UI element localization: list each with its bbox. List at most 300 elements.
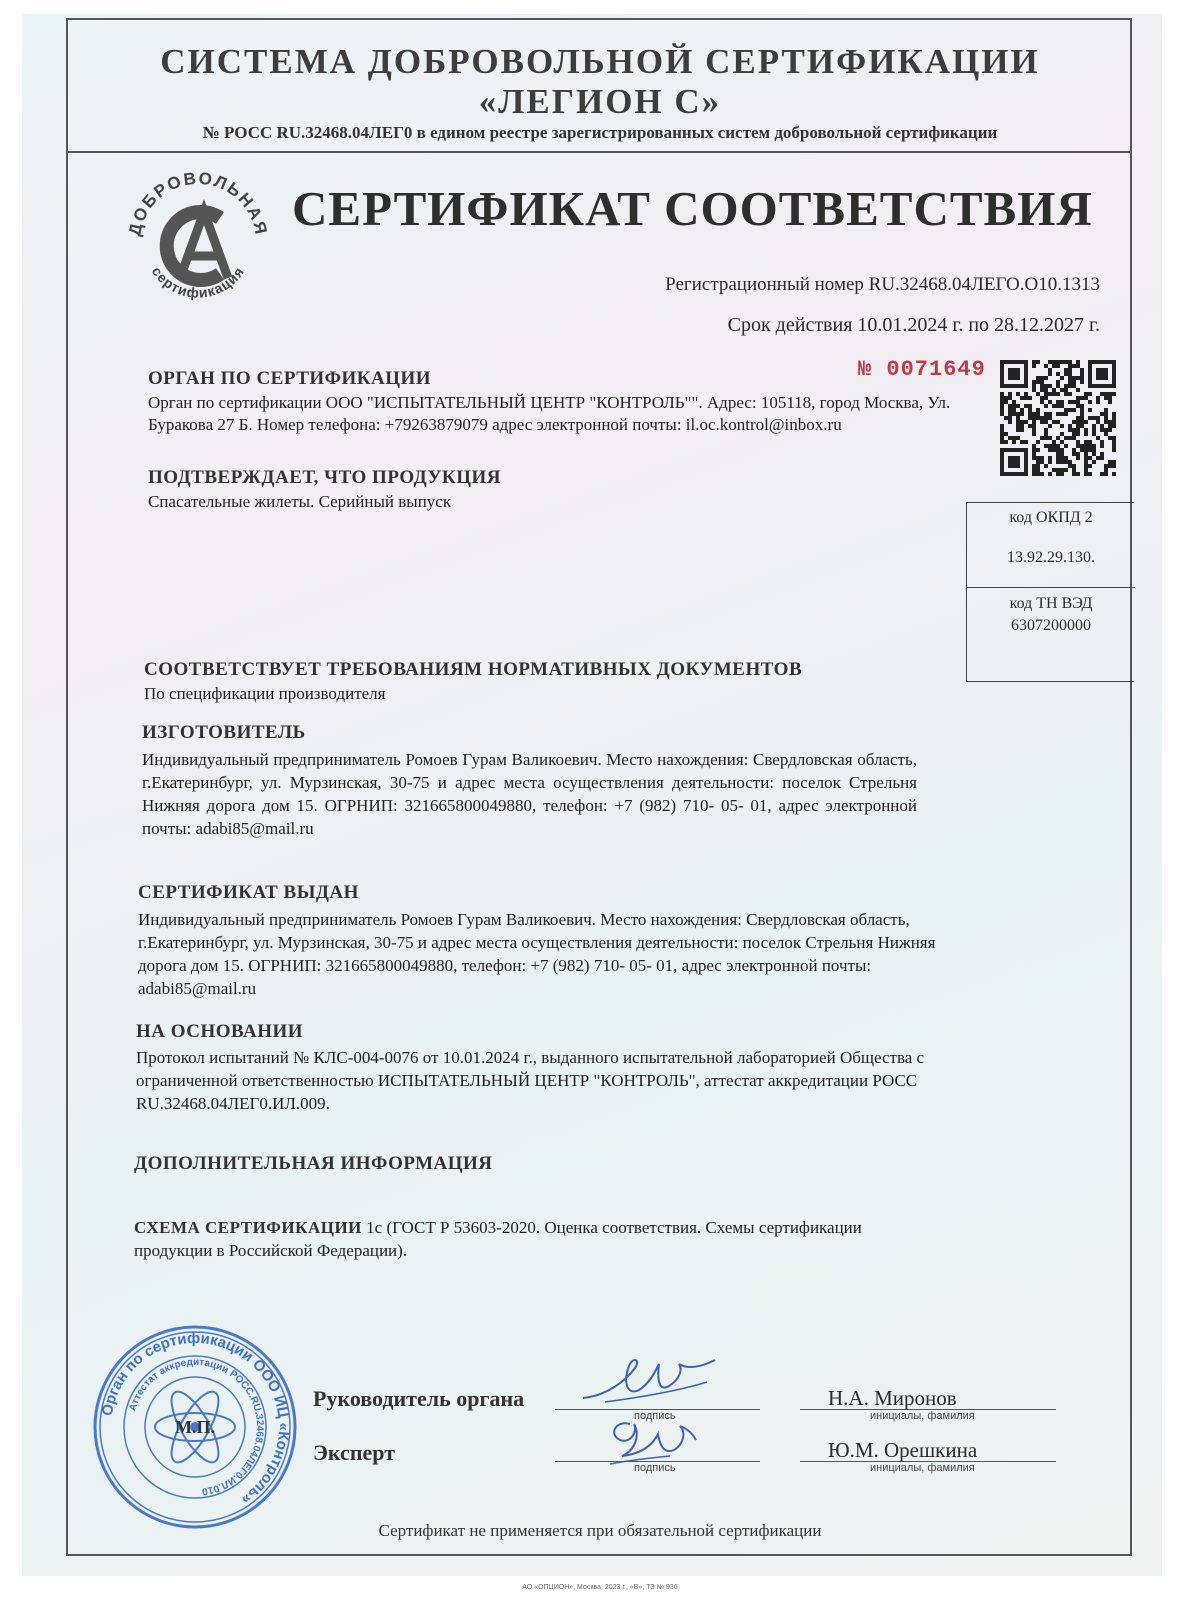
qr-module — [1104, 360, 1108, 364]
qr-module — [1088, 472, 1092, 476]
qr-module — [1044, 420, 1048, 424]
qr-module — [1012, 440, 1016, 444]
qr-module — [1036, 440, 1040, 444]
qr-module — [1112, 424, 1116, 428]
qr-module — [1016, 368, 1020, 372]
qr-module — [1012, 412, 1016, 416]
codes-divider — [967, 587, 1135, 588]
qr-module — [1020, 408, 1024, 412]
qr-module — [1036, 472, 1040, 476]
qr-module — [1100, 456, 1104, 460]
issued-to-text: Индивидуальный предприниматель Ромоев Гурам Валикоевич. Место нахождения: Свердловская область, г.Екатеринбург, ул. Мурзинская, 30-75 и адрес места осуществления деятельности: поселок Стрельня Нижняя дорога дом 15. ОГРНИП: 321665800049880, телефон: +7 (982) 710- 05- 01, адрес электронной почты: adabi85@mail.ru — [138, 910, 936, 998]
qr-module — [1040, 376, 1044, 380]
basis-heading: НА ОСНОВАНИИ — [136, 1021, 304, 1042]
qr-module — [1064, 392, 1068, 396]
qr-module — [1112, 416, 1116, 420]
qr-module — [1000, 428, 1004, 432]
qr-module — [1020, 424, 1024, 428]
qr-module — [1044, 392, 1048, 396]
qr-module — [1044, 428, 1048, 432]
stamp-outer-text: Орган по сертификации ООО ИЦ «Контроль» — [98, 1329, 293, 1509]
qr-module — [1060, 412, 1064, 416]
qr-module — [1084, 396, 1088, 400]
qr-module — [1016, 428, 1020, 432]
qr-module — [1056, 404, 1060, 408]
qr-module — [1008, 392, 1012, 396]
validity-period: Срок действия 10.01.2024 г. по 28.12.2027 г. — [727, 314, 1100, 336]
qr-module — [1060, 404, 1064, 408]
qr-module — [1004, 440, 1008, 444]
qr-module — [1064, 360, 1068, 364]
qr-module — [1012, 372, 1016, 376]
qr-module — [1040, 384, 1044, 388]
qr-module — [1104, 412, 1108, 416]
qr-module — [1000, 368, 1004, 372]
qr-module — [1064, 444, 1068, 448]
qr-module — [1084, 392, 1088, 396]
qr-module — [1100, 424, 1104, 428]
qr-module — [1096, 400, 1100, 404]
qr-module — [1068, 364, 1072, 368]
manufacturer-heading: ИЗГОТОВИТЕЛЬ — [142, 722, 306, 743]
qr-module — [1088, 364, 1092, 368]
qr-module — [1032, 424, 1036, 428]
qr-module — [1028, 412, 1032, 416]
qr-module — [1008, 408, 1012, 412]
qr-module — [1084, 456, 1088, 460]
qr-module — [1068, 460, 1072, 464]
issued-to-heading: СЕРТИФИКАТ ВЫДАН — [138, 882, 359, 903]
qr-module — [1052, 444, 1056, 448]
serial-number: № 0071649 — [858, 357, 986, 382]
qr-module — [1048, 444, 1052, 448]
qr-module — [1080, 420, 1084, 424]
qr-module — [1080, 448, 1084, 452]
qr-module — [1032, 448, 1036, 452]
qr-module — [1112, 384, 1116, 388]
qr-module — [1112, 376, 1116, 380]
qr-module — [1084, 428, 1088, 432]
qr-module — [1008, 436, 1012, 440]
qr-module — [1088, 408, 1092, 412]
qr-module — [1104, 408, 1108, 412]
qr-module — [1084, 464, 1088, 468]
qr-module — [1064, 384, 1068, 388]
qr-module — [1004, 472, 1008, 476]
qr-module — [1020, 396, 1024, 400]
codes-box — [966, 502, 1134, 682]
qr-module — [1004, 400, 1008, 404]
qr-module — [1056, 392, 1060, 396]
qr-module — [1064, 468, 1068, 472]
qr-module — [1000, 472, 1004, 476]
qr-module — [1072, 380, 1076, 384]
qr-module — [1020, 412, 1024, 416]
stamp-seal — [90, 1322, 300, 1532]
qr-module — [1036, 360, 1040, 364]
qr-module — [1060, 424, 1064, 428]
registration-number: Регистрационный номер RU.32468.04ЛЕГО.О10.1313 — [665, 274, 1100, 295]
qr-module — [1064, 388, 1068, 392]
qr-module — [1052, 468, 1056, 472]
qr-module — [1068, 376, 1072, 380]
qr-module — [1104, 464, 1108, 468]
qr-module — [1072, 364, 1076, 368]
qr-module — [1032, 432, 1036, 436]
qr-module — [1020, 440, 1024, 444]
qr-module — [1072, 408, 1076, 412]
qr-module — [1012, 400, 1016, 404]
qr-module — [1076, 364, 1080, 368]
qr-module — [1096, 456, 1100, 460]
qr-module — [1056, 452, 1060, 456]
tnved-value: 6307200000 — [1011, 617, 1091, 634]
qr-module — [1024, 364, 1028, 368]
qr-module — [1080, 412, 1084, 416]
qr-module — [1048, 360, 1052, 364]
qr-module — [1048, 448, 1052, 452]
qr-module — [1024, 440, 1028, 444]
qr-module — [1104, 420, 1108, 424]
qr-module — [1048, 372, 1052, 376]
qr-module — [1092, 424, 1096, 428]
qr-module — [1080, 444, 1084, 448]
qr-module — [1068, 464, 1072, 468]
qr-module — [1040, 400, 1044, 404]
product-heading: ПОДТВЕРЖДАЕТ, ЧТО ПРОДУКЦИЯ — [148, 467, 501, 488]
qr-module — [1012, 376, 1016, 380]
qr-module — [1100, 472, 1104, 476]
qr-module — [1056, 472, 1060, 476]
qr-module — [1076, 416, 1080, 420]
qr-module — [1028, 408, 1032, 412]
qr-module — [1000, 396, 1004, 400]
qr-module — [1000, 384, 1004, 388]
qr-module — [1068, 384, 1072, 388]
qr-module — [1076, 396, 1080, 400]
qr-code — [1000, 360, 1116, 476]
qr-module — [1076, 444, 1080, 448]
qr-module — [1068, 424, 1072, 428]
qr-module — [1024, 372, 1028, 376]
qr-module — [1076, 376, 1080, 380]
qr-module — [1088, 416, 1092, 420]
qr-module — [1016, 436, 1020, 440]
qr-module — [1012, 404, 1016, 408]
product-text: Спасательные жилеты. Серийный выпуск — [148, 492, 452, 511]
qr-module — [1092, 428, 1096, 432]
qr-module — [1052, 420, 1056, 424]
qr-module — [1012, 448, 1016, 452]
qr-module — [1080, 380, 1084, 384]
qr-module — [1084, 420, 1088, 424]
qr-module — [1032, 384, 1036, 388]
qr-module — [1000, 404, 1004, 408]
qr-module — [1040, 388, 1044, 392]
qr-module — [1008, 404, 1012, 408]
qr-module — [1088, 392, 1092, 396]
qr-module — [1032, 468, 1036, 472]
qr-module — [1100, 452, 1104, 456]
qr-module — [1032, 360, 1036, 364]
expert-label: Эксперт — [313, 1440, 396, 1465]
scheme-text: 1с (ГОСТ Р 53603-2020. Оценка соответствия. Схемы сертификации продукции в Российской Федерации). — [134, 1218, 862, 1260]
qr-module — [1088, 400, 1092, 404]
scheme-block — [134, 1216, 934, 1262]
voluntary-certification-logo — [118, 160, 278, 320]
qr-module — [1048, 412, 1052, 416]
qr-module — [1096, 372, 1100, 376]
qr-module — [1056, 456, 1060, 460]
qr-module — [1112, 436, 1116, 440]
qr-module — [1024, 472, 1028, 476]
qr-module — [1068, 392, 1072, 396]
qr-module — [1100, 392, 1104, 396]
qr-module — [1088, 384, 1092, 388]
qr-module — [1080, 408, 1084, 412]
qr-module — [1112, 460, 1116, 464]
qr-module — [1056, 372, 1060, 376]
qr-module — [1032, 364, 1036, 368]
qr-module — [1076, 432, 1080, 436]
qr-module — [1008, 384, 1012, 388]
qr-module — [1048, 424, 1052, 428]
expert-name: Ю.М. Орешкина — [828, 1438, 978, 1462]
qr-module — [1000, 360, 1004, 364]
qr-module — [1080, 396, 1084, 400]
qr-module — [1076, 472, 1080, 476]
qr-module — [1032, 464, 1036, 468]
qr-module — [1000, 456, 1004, 460]
qr-module — [1008, 420, 1012, 424]
qr-module — [1088, 376, 1092, 380]
qr-module — [1032, 456, 1036, 460]
qr-module — [1000, 424, 1004, 428]
qr-module — [1036, 416, 1040, 420]
qr-module — [1056, 412, 1060, 416]
qr-module — [1072, 452, 1076, 456]
qr-module — [1076, 440, 1080, 444]
qr-module — [1004, 416, 1008, 420]
qr-module — [1036, 456, 1040, 460]
logo-bottom-text: сертификация — [148, 263, 248, 301]
qr-module — [1008, 412, 1012, 416]
qr-module — [1052, 364, 1056, 368]
qr-module — [1100, 372, 1104, 376]
qr-module — [1080, 372, 1084, 376]
qr-module — [1080, 368, 1084, 372]
header-divider — [66, 151, 1132, 153]
qr-module — [1016, 420, 1020, 424]
logo-top-text: ДОБРОВОЛЬНАЯ — [125, 168, 271, 238]
qr-module — [1108, 460, 1112, 464]
printer-imprint: АО «ОПЦИОН», Москва, 2023 г., «В», ТЗ № 936 — [522, 1584, 678, 1591]
qr-module — [1108, 400, 1112, 404]
qr-module — [1044, 396, 1048, 400]
qr-module — [1028, 424, 1032, 428]
qr-module — [1104, 376, 1108, 380]
qr-module — [1052, 360, 1056, 364]
qr-module — [1008, 368, 1012, 372]
qr-module — [1000, 376, 1004, 380]
qr-module — [1052, 448, 1056, 452]
qr-module — [1032, 428, 1036, 432]
qr-module — [1092, 432, 1096, 436]
qr-module — [1024, 448, 1028, 452]
qr-module — [1016, 424, 1020, 428]
qr-module — [1104, 416, 1108, 420]
qr-module — [1016, 416, 1020, 420]
qr-module — [1048, 368, 1052, 372]
qr-module — [1024, 376, 1028, 380]
qr-module — [1064, 456, 1068, 460]
qr-module — [1060, 472, 1064, 476]
qr-module — [1084, 440, 1088, 444]
qr-module — [1032, 412, 1036, 416]
qr-module — [1040, 396, 1044, 400]
qr-module — [1012, 460, 1016, 464]
qr-module — [1032, 472, 1036, 476]
qr-module — [1068, 380, 1072, 384]
additional-info-heading: ДОПОЛНИТЕЛЬНАЯ ИНФОРМАЦИЯ — [134, 1153, 493, 1174]
expert-signature-caption: подпись — [634, 1462, 676, 1474]
qr-module — [1060, 432, 1064, 436]
qr-module — [1048, 392, 1052, 396]
qr-module — [1044, 432, 1048, 436]
qr-module — [1024, 368, 1028, 372]
qr-module — [1108, 360, 1112, 364]
qr-module — [1112, 420, 1116, 424]
qr-module — [1056, 380, 1060, 384]
qr-module — [1024, 380, 1028, 384]
body-text: Орган по сертификации ООО "ИСПЫТАТЕЛЬНЫЙ ЦЕНТР "КОНТРОЛЬ"". Адрес: 105118, город Москва, Ул. Буракова 27 Б. Номер телефона: +79263879079 адрес электронной почты: il.oc.kontrol@inbox.ru — [148, 393, 951, 434]
qr-module — [1108, 424, 1112, 428]
qr-module — [1068, 428, 1072, 432]
manufacturer-text: Индивидуальный предприниматель Ромоев Гурам Валикоевич. Место нахождения: Свердловская область, г.Екатеринбург, ул. Мурзинская, 30-75 и адрес места осуществления деятельности: поселок Стрельня Нижняя дорога дом 15. ОГРНИП: 321665800049880, телефон: +7 (982) 710- 05- 01, адрес электронной почты: adabi85@mail.ru — [142, 750, 917, 838]
qr-module — [1064, 412, 1068, 416]
qr-module — [1048, 400, 1052, 404]
qr-module — [1112, 448, 1116, 452]
qr-module — [1024, 468, 1028, 472]
qr-module — [1016, 456, 1020, 460]
qr-module — [1012, 456, 1016, 460]
okpd-value: 13.92.29.130. — [1007, 549, 1095, 566]
qr-module — [1068, 408, 1072, 412]
qr-module — [1012, 464, 1016, 468]
qr-module — [1076, 404, 1080, 408]
qr-module — [1036, 468, 1040, 472]
qr-module — [1032, 420, 1036, 424]
qr-module — [1064, 460, 1068, 464]
qr-module — [1076, 428, 1080, 432]
qr-module — [1092, 416, 1096, 420]
qr-module — [1004, 448, 1008, 452]
qr-module — [1056, 444, 1060, 448]
qr-module — [1040, 460, 1044, 464]
qr-module — [1068, 368, 1072, 372]
qr-module — [1000, 392, 1004, 396]
qr-module — [1072, 468, 1076, 472]
qr-module — [1040, 420, 1044, 424]
qr-module — [1060, 452, 1064, 456]
qr-module — [1000, 460, 1004, 464]
qr-module — [1044, 416, 1048, 420]
qr-module — [1112, 412, 1116, 416]
qr-module — [1060, 448, 1064, 452]
qr-module — [1080, 416, 1084, 420]
qr-module — [1048, 456, 1052, 460]
basis-text: Протокол испытаний № КЛС-004-0076 от 10.01.2024 г., выданного испытательной лабораторией Общества с ограниченной ответственностью ИСПЫТАТЕЛЬНЫЙ ЦЕНТР "КОНТРОЛЬ", аттестат аккредитации РОСС RU.32468.04ЛЕГ0.ИЛ.009. — [136, 1048, 925, 1113]
qr-module — [1020, 360, 1024, 364]
qr-module — [1060, 360, 1064, 364]
qr-module — [1072, 384, 1076, 388]
system-name: «ЛЕГИОН С» — [478, 82, 722, 121]
qr-module — [1064, 408, 1068, 412]
qr-module — [1016, 472, 1020, 476]
qr-module — [1072, 448, 1076, 452]
qr-module — [1032, 444, 1036, 448]
qr-module — [1092, 448, 1096, 452]
qr-module — [1036, 408, 1040, 412]
qr-module — [1100, 440, 1104, 444]
qr-module — [1100, 428, 1104, 432]
qr-module — [1112, 472, 1116, 476]
qr-module — [1016, 376, 1020, 380]
qr-module — [1024, 360, 1028, 364]
qr-module — [1104, 392, 1108, 396]
qr-module — [1068, 436, 1072, 440]
qr-module — [1096, 416, 1100, 420]
qr-module — [1108, 436, 1112, 440]
qr-module — [1016, 360, 1020, 364]
qr-module — [1112, 440, 1116, 444]
expert-name-caption: инициалы, фамилия — [870, 1462, 975, 1474]
qr-module — [1036, 380, 1040, 384]
head-of-body-label: Руководитель органа — [313, 1386, 525, 1411]
qr-module — [1092, 444, 1096, 448]
qr-module — [1096, 384, 1100, 388]
qr-module — [1012, 436, 1016, 440]
qr-module — [1000, 372, 1004, 376]
qr-module — [1100, 376, 1104, 380]
qr-module — [1100, 360, 1104, 364]
qr-module — [1000, 364, 1004, 368]
qr-module — [1064, 436, 1068, 440]
qr-module — [1088, 440, 1092, 444]
qr-module — [1044, 388, 1048, 392]
qr-module — [1100, 412, 1104, 416]
qr-module — [1020, 472, 1024, 476]
qr-module — [1092, 452, 1096, 456]
qr-module — [1060, 440, 1064, 444]
qr-module — [1036, 448, 1040, 452]
qr-module — [1080, 424, 1084, 428]
qr-module — [1004, 384, 1008, 388]
qr-module — [1000, 452, 1004, 456]
qr-module — [1076, 452, 1080, 456]
qr-module — [1072, 464, 1076, 468]
qr-module — [1036, 392, 1040, 396]
qr-module — [1020, 384, 1024, 388]
qr-module — [1072, 420, 1076, 424]
qr-module — [1104, 428, 1108, 432]
qr-module — [1040, 436, 1044, 440]
qr-module — [1016, 392, 1020, 396]
qr-module — [1088, 368, 1092, 372]
qr-module — [1104, 384, 1108, 388]
qr-module — [1108, 396, 1112, 400]
qr-module — [1072, 428, 1076, 432]
